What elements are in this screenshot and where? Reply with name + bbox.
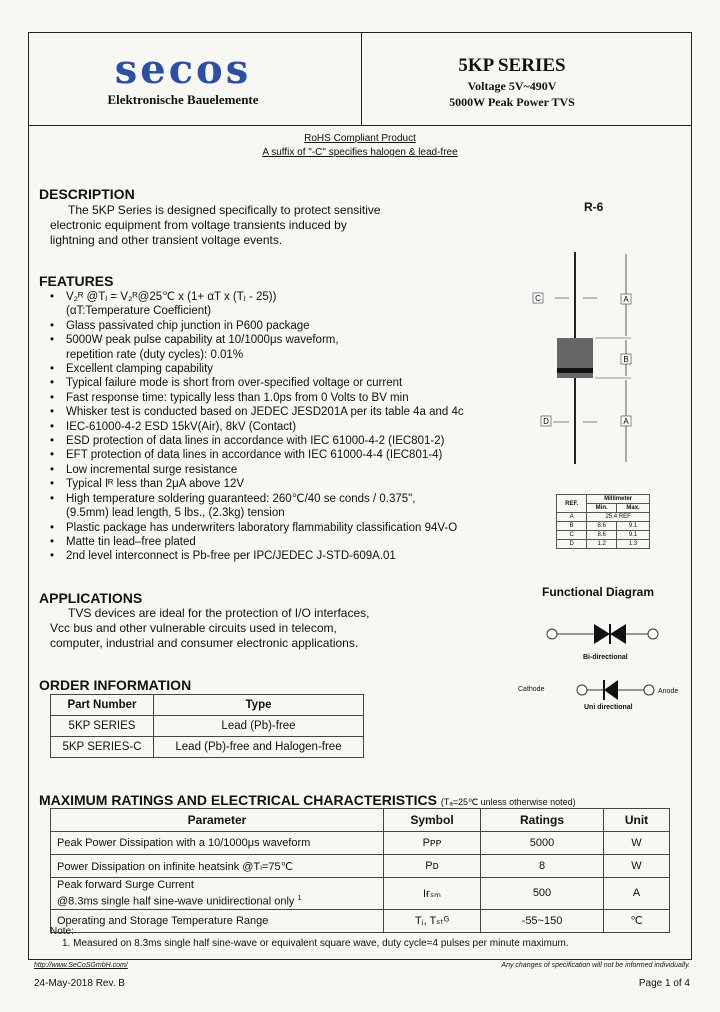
dim-label-c: C [535, 294, 541, 303]
features-heading: FEATURES [39, 273, 114, 289]
cathode-label: Cathode [518, 686, 545, 693]
feature-item: • Excellent clamping capability [50, 362, 510, 376]
feature-item: • ESD protection of data lines in accordance with IEC 61000-4-2 (IEC801-2) [50, 434, 510, 448]
dim-head-max: Max. [617, 504, 650, 513]
diode-uni-icon [604, 680, 618, 700]
table-row: Power Dissipation on infinite heatsink @Tₗ=75℃ Pᴅ 8 W [51, 855, 670, 878]
feature-continuation: (αT:Temperature Coefficient) [66, 305, 212, 318]
note-label: Note: [50, 926, 74, 937]
dim-label-a-2: A [623, 417, 629, 426]
dim-head-mm: Millimeter [587, 495, 650, 504]
diode-bi-right-icon [610, 624, 626, 644]
footer-disclaimer: Any changes of specification will not be informed individually. [501, 962, 690, 969]
order-table [50, 694, 364, 758]
table-row: Peak Power Dissipation with a 10/1000μs waveform Pᴘᴘ 5000 W [51, 832, 670, 855]
note-1: 1. Measured on 8.3ms single half sine-wave or equivalent square wave, duty cycle=4 pulses per minute maximum. [62, 938, 569, 949]
dim-row: A 25.4 REF [557, 513, 650, 522]
applications-heading: APPLICATIONS [39, 590, 143, 606]
dim-label-a: A [623, 295, 629, 304]
footer-date: 24-May-2018 Rev. B [34, 978, 125, 989]
logo-text: secos [114, 46, 252, 93]
dim-label-b: B [623, 355, 629, 364]
rohs-line-1: RoHS Compliant Product [304, 133, 416, 144]
logo-subtitle: Elektronische Bauelemente [107, 92, 259, 107]
feature-item: • Typical failure mode is short from over-specified voltage or current [50, 376, 510, 390]
series-voltage: Voltage 5V~490V [467, 79, 557, 93]
company-logo [88, 46, 278, 108]
feature-item: • Glass passivated chip junction in P600 package [50, 319, 510, 333]
feature-item: • Whisker test is conducted based on JEDEC JESD201A per its table 4a and 4c [50, 405, 510, 419]
feature-item: • IEC-61000-4-2 ESD 15kV(Air), 8kV (Contact) [50, 420, 510, 434]
order-col-type: Type [154, 695, 364, 716]
functional-diagram [540, 618, 670, 718]
description-heading: DESCRIPTION [39, 186, 135, 202]
dim-head-min: Min. [587, 504, 617, 513]
order-heading: ORDER INFORMATION [39, 677, 192, 693]
series-block [362, 54, 662, 110]
dim-label-d: D [543, 417, 549, 426]
feature-item: • Low incremental surge resistance [50, 463, 510, 477]
ratings-heading: MAXIMUM RATINGS AND ELECTRICAL CHARACTERISTICS (Tₐ=25℃ unless otherwise noted) [39, 792, 576, 808]
dim-row: B 8.6 9.1 [557, 522, 650, 531]
table-row: 5KP SERIES-C Lead (Pb)-free and Halogen-free [51, 737, 364, 758]
table-row: 5KP SERIES Lead (Pb)-free [51, 716, 364, 737]
dim-row: D 1.2 1.3 [557, 540, 650, 549]
description-line-2: electronic equipment from voltage transients induced by [50, 218, 347, 232]
feature-item: • Fast response time: typically less than 1.0ps from 0 Volts to BV min [50, 391, 510, 405]
footer-page: Page 1 of 4 [638, 978, 690, 989]
ratings-col-symbol: Symbol [384, 809, 481, 832]
series-subtitle: 5000W Peak Power TVS [449, 95, 575, 109]
feature-continuation: (9.5mm) lead length, 5 lbs., (2.3kg) tension [66, 507, 285, 520]
series-title: 5KP SERIES [458, 55, 566, 76]
feature-item: • Plastic package has underwriters laboratory flammability classification 94V-O [50, 521, 510, 535]
table-row: Peak forward Surge Current @8.3ms single half sine-wave unidirectional only $^1$ Iғₛₘ 500 A [51, 878, 670, 910]
feature-item: • Typical Iᴿ less than 2μA above 12V [50, 477, 510, 491]
applications-line-2: Vᴄᴄ bus and other vulnerable circuits used in telecom, [50, 621, 337, 635]
feature-item: • EFT protection of data lines in accordance with IEC 61000-4-4 (IEC801-4) [50, 448, 510, 462]
description-line-3: lightning and other transient voltage events. [50, 233, 283, 247]
features-list [50, 290, 510, 564]
ratings-condition: (Tₐ=25℃ unless otherwise noted) [440, 797, 576, 807]
order-col-part: Part Number [51, 695, 154, 716]
uni-directional-label: Uni directional [584, 704, 633, 711]
diode-bi-left-icon [594, 624, 610, 644]
feature-item: • 5000W peak pulse capability at 10/1000μs waveform, repetition rate (duty cycles): 0.01% [50, 333, 510, 362]
package-drawing [525, 250, 645, 470]
dimension-table [556, 494, 650, 549]
rohs-line-2: A suffix of "-C" specifies halogen & lead-free [262, 147, 458, 158]
ratings-col-parameter: Parameter [51, 809, 384, 832]
dim-row: C 8.6 9.1 [557, 531, 650, 540]
applications-text [50, 606, 450, 651]
feature-item: • V₂ᴿ @Tⱼ = V₂ᴿ@25℃ x (1+ αT x (Tⱼ - 25)) (αT:Temperature Coefficient) [50, 290, 510, 319]
feature-item: • 2nd level interconnect is Pb-free per IPC/JEDEC J-STD-609A.01 [50, 549, 510, 563]
ratings-col-unit: Unit [604, 809, 670, 832]
rohs-notice [200, 132, 520, 160]
footer-url[interactable]: http://www.SeCoSGmbH.com/ [34, 962, 128, 969]
ratings-table [50, 808, 670, 933]
feature-item: • Matte tin lead–free plated [50, 535, 510, 549]
description-text [50, 203, 450, 248]
description-line-1: The 5KP Series is designed specifically to protect sensitive [68, 203, 381, 217]
table-row: Operating and Storage Temperature Range Tⱼ, Tₛₜᴳ -55~150 ℃ [51, 909, 670, 932]
anode-label: Anode [658, 688, 679, 695]
applications-line-1: TVS devices are ideal for the protection of I/O interfaces, [68, 606, 370, 620]
functional-diagram-title: Functional Diagram [542, 585, 655, 599]
package-label: R-6 [584, 200, 604, 214]
feature-item: • High temperature soldering guaranteed: 260℃/40 se conds / 0.375", (9.5mm) lead length, 5 lbs., (2.3kg) tension [50, 492, 510, 521]
ratings-col-ratings: Ratings [481, 809, 604, 832]
applications-line-3: computer, industrial and consumer electronic applications. [50, 636, 359, 650]
bi-directional-label: Bi-directional [583, 654, 628, 661]
feature-continuation: repetition rate (duty cycles): 0.01% [66, 348, 244, 361]
dim-head-ref: REF. [557, 495, 587, 513]
